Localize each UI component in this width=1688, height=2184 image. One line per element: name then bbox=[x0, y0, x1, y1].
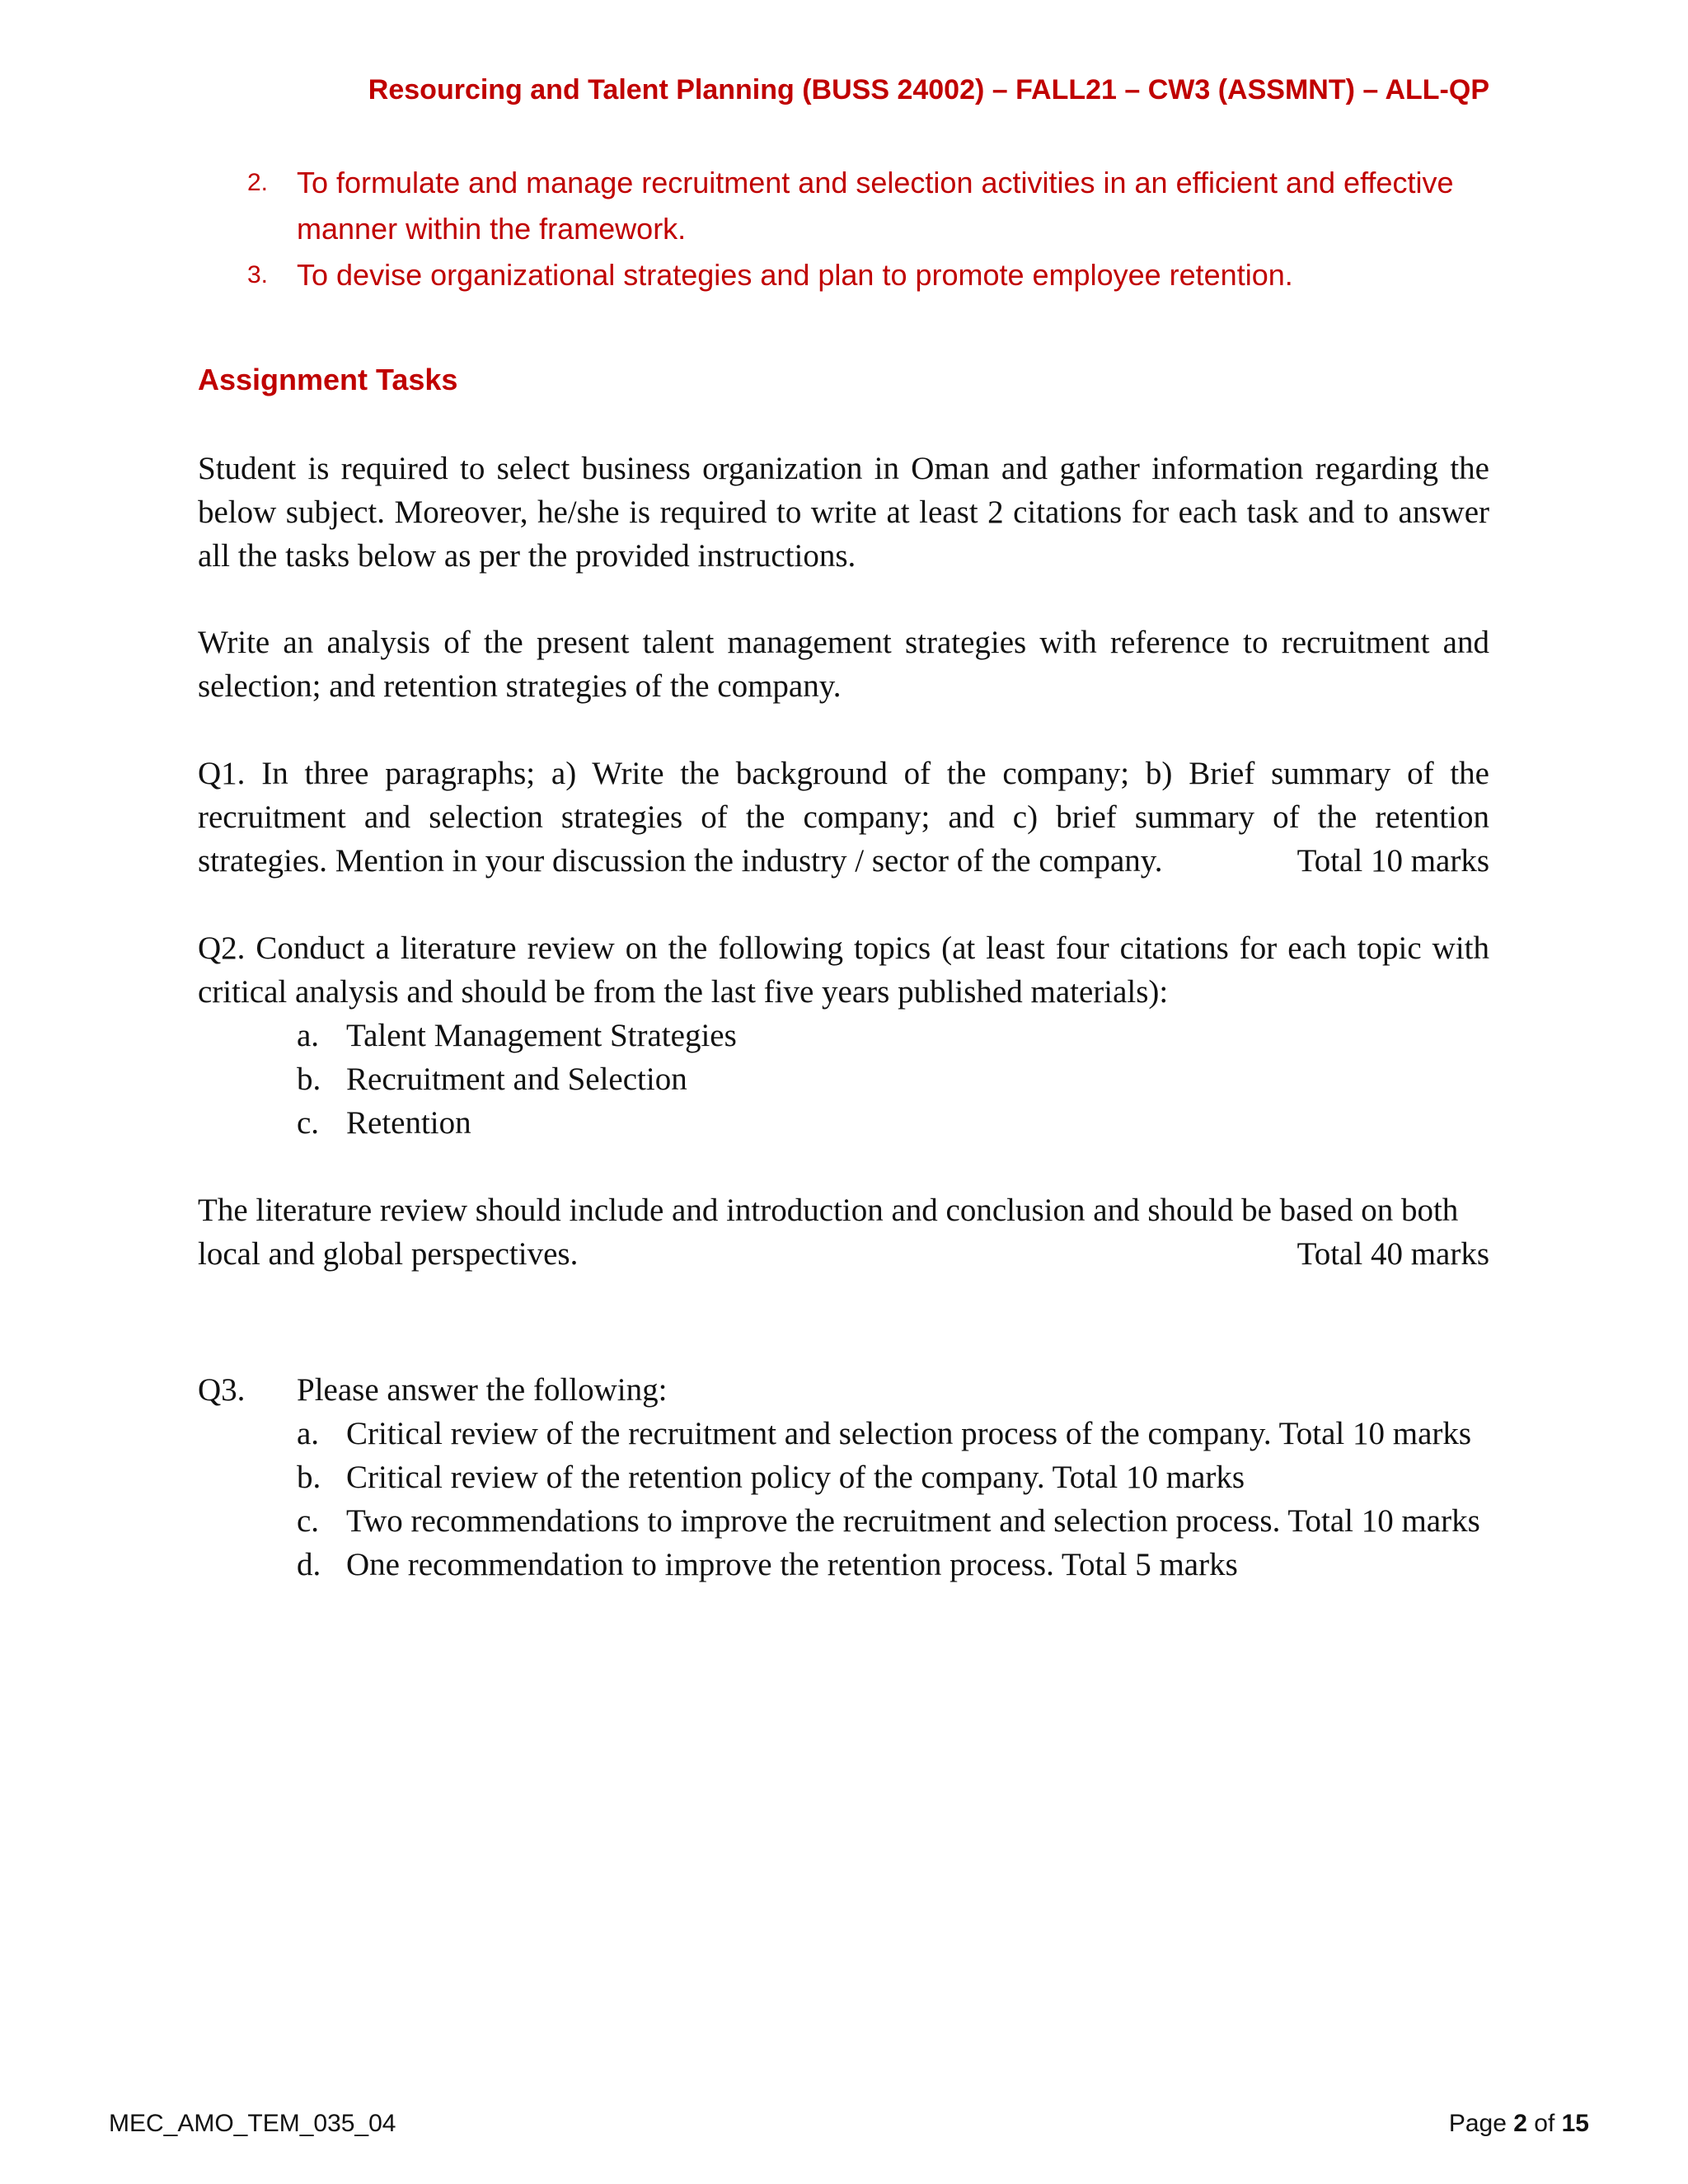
list-item bbox=[297, 1455, 1489, 1499]
objective-text-line: To formulate and manage recruitment and selection activities in an efficient and effective bbox=[297, 166, 1454, 199]
list-item bbox=[297, 1543, 1489, 1586]
objective-item bbox=[198, 160, 1489, 252]
list-item-letter: c. bbox=[297, 1105, 320, 1141]
objective-number: 2. bbox=[247, 169, 269, 196]
objective-text: To devise organizational strategies and plan to promote employee retention. bbox=[297, 258, 1293, 292]
q3-number: Q3. bbox=[198, 1372, 246, 1408]
objectives-list bbox=[198, 160, 1489, 298]
list-item bbox=[297, 1101, 1489, 1145]
q2-text: Q2. Conduct a literature review on the following topics (at least four citations for each topic with critical analysis and should be from the last five years published materials): bbox=[198, 930, 1489, 1010]
list-item bbox=[297, 1014, 1489, 1057]
q3-task-list bbox=[297, 1412, 1489, 1586]
question-3 bbox=[198, 1368, 1489, 1586]
q1-marks: Total 10 marks bbox=[1296, 843, 1489, 879]
assignment-tasks-heading: Assignment Tasks bbox=[198, 363, 458, 396]
page-current: 2 bbox=[1513, 2110, 1527, 2137]
list-item-text: Talent Management Strategies bbox=[346, 1018, 737, 1053]
list-item bbox=[297, 1412, 1489, 1455]
question-2 bbox=[198, 926, 1489, 1145]
q1-last-line bbox=[198, 839, 1489, 883]
page-label: Page bbox=[1448, 2110, 1514, 2137]
list-item-letter: c. bbox=[297, 1503, 320, 1539]
list-item bbox=[297, 1499, 1489, 1543]
page-header-title: Resourcing and Talent Planning (BUSS 24002) – FALL21 – CW3 (ASSMNT) – ALL-QP bbox=[368, 74, 1489, 105]
q1-text-end: strategies. Mention in your discussion the industry / sector of the company. bbox=[198, 843, 1163, 879]
list-item-text: Critical review of the recruitment and selection process of the company. Total 10 marks bbox=[346, 1416, 1472, 1451]
review-last-line bbox=[198, 1232, 1489, 1276]
list-item-letter: a. bbox=[297, 1018, 320, 1053]
objective-item bbox=[198, 252, 1489, 298]
list-item-text: Two recommendations to improve the recruitment and selection process. Total 10 marks bbox=[346, 1503, 1480, 1539]
list-item bbox=[297, 1057, 1489, 1101]
question-1 bbox=[198, 752, 1489, 883]
footer-page-number bbox=[1449, 2110, 1589, 2138]
literature-review-note bbox=[198, 1188, 1489, 1276]
objective-text bbox=[297, 160, 1489, 252]
page-of-label: of bbox=[1526, 2110, 1562, 2137]
list-item-letter: b. bbox=[297, 1460, 321, 1495]
review-line-2: local and global perspectives. bbox=[198, 1236, 579, 1272]
list-item-text: Retention bbox=[346, 1105, 471, 1141]
objective-number: 3. bbox=[247, 261, 269, 288]
list-item-text: One recommendation to improve the retention process. Total 5 marks bbox=[346, 1547, 1238, 1582]
q2-marks: Total 40 marks bbox=[1296, 1236, 1489, 1272]
q3-heading bbox=[198, 1368, 1489, 1412]
analysis-instruction: Write an analysis of the present talent management strategies with reference to recruitment and selection; and retention strategies of the company. bbox=[198, 625, 1489, 704]
list-item-text: Recruitment and Selection bbox=[346, 1062, 687, 1097]
list-item-letter: d. bbox=[297, 1547, 321, 1582]
page-total: 15 bbox=[1561, 2110, 1589, 2137]
list-item-text: Critical review of the retention policy of the company. Total 10 marks bbox=[346, 1460, 1245, 1495]
q1-text: Q1. In three paragraphs; a) Write the background of the company; b) Brief summary of the recruitment and selection strategies of the company; and c) brief summary of the retention bbox=[198, 756, 1489, 835]
review-line-1: The literature review should include and introduction and conclusion and should be based on both bbox=[198, 1193, 1459, 1228]
assignment-intro: Student is required to select business organization in Oman and gather information regarding the below subject. Moreover, he/she is required to write at least 2 citations for each task and to answer all the tasks below as per the provided instructions. bbox=[198, 451, 1489, 574]
q2-topic-list bbox=[297, 1014, 1489, 1145]
q3-prompt: Please answer the following: bbox=[297, 1372, 668, 1408]
footer-document-code: MEC_AMO_TEM_035_04 bbox=[109, 2110, 396, 2137]
list-item-letter: b. bbox=[297, 1062, 321, 1097]
list-item-letter: a. bbox=[297, 1416, 320, 1451]
objective-text-line: manner within the framework. bbox=[297, 212, 687, 246]
